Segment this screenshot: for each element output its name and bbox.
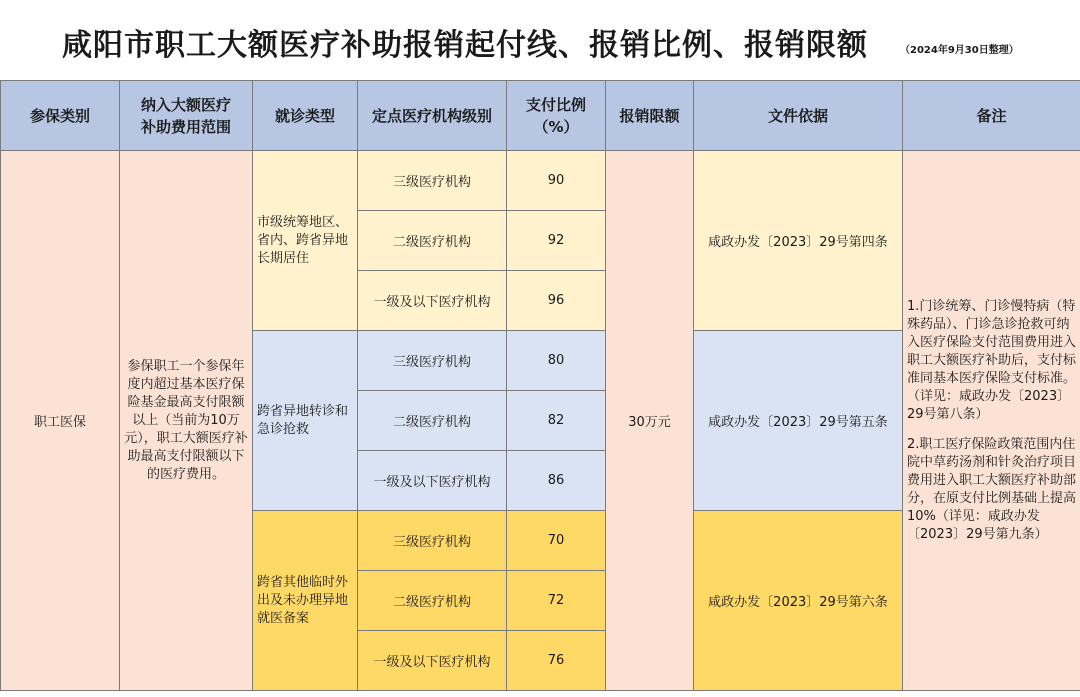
category-cell: 职工医保: [1, 151, 120, 691]
level-cell: 三级医疗机构: [358, 151, 507, 211]
visit-type-cell: 市级统筹地区、省内、跨省异地长期居住: [253, 151, 358, 331]
column-header-remarks: 备注: [903, 81, 1080, 151]
scope-cell: 参保职工一个参保年度内超过基本医疗保险基金最高支付限额以上（当前为10万元），职工大额医疗补助最高支付限额以下的医疗费用。: [120, 151, 253, 691]
remarks-cell: [903, 151, 1080, 691]
column-header-visit-type: 就诊类型: [253, 81, 358, 151]
ratio-cell: 92: [507, 211, 606, 271]
table-row: [1, 151, 1080, 211]
ratio-cell: 70: [507, 511, 606, 571]
column-header-scope-line-2: 补助费用范围: [140, 117, 231, 136]
column-header-ratio: [507, 81, 606, 151]
remark-item: 1.门诊统筹、门诊慢特病（特殊药品）、门诊急诊抢救可纳入医疗保险支付范围费用进入职工大额医疗补助后，支付标准同基本医疗保险支付标准。（详见：咸政办发〔2023〕29号第八条）: [907, 298, 1077, 422]
ratio-cell: 72: [507, 571, 606, 631]
column-header-scope-line-1: 纳入大额医疗: [140, 95, 231, 114]
basis-cell: 咸政办发〔2023〕29号第四条: [694, 151, 903, 331]
level-cell: 一级及以下医疗机构: [358, 631, 507, 691]
visit-type-cell: 跨省异地转诊和急诊抢救: [253, 331, 358, 511]
visit-type-cell: 跨省其他临时外出及未办理异地就医备案: [253, 511, 358, 691]
level-cell: 二级医疗机构: [358, 211, 507, 271]
ratio-cell: 80: [507, 331, 606, 391]
level-cell: 一级及以下医疗机构: [358, 271, 507, 331]
title-bar: [0, 0, 1080, 80]
page-title: 咸阳市职工大额医疗补助报销起付线、报销比例、报销限额: [62, 28, 868, 63]
basis-cell: 咸政办发〔2023〕29号第五条: [694, 331, 903, 511]
column-header-limit: 报销限额: [606, 81, 694, 151]
ratio-cell: 86: [507, 451, 606, 511]
header-row: [1, 81, 1080, 151]
date-note: （2024年9月30日整理）: [900, 45, 1019, 56]
ratio-cell: 76: [507, 631, 606, 691]
level-cell: 二级医疗机构: [358, 391, 507, 451]
column-header-scope: [120, 81, 253, 151]
basis-cell: 咸政办发〔2023〕29号第六条: [694, 511, 903, 691]
column-header-ratio-line-1: 支付比例: [525, 95, 586, 114]
level-cell: 三级医疗机构: [358, 511, 507, 571]
limit-cell: 30万元: [606, 151, 694, 691]
level-cell: 二级医疗机构: [358, 571, 507, 631]
ratio-cell: 90: [507, 151, 606, 211]
reimbursement-table: [0, 80, 1080, 691]
column-header-basis: 文件依据: [694, 81, 903, 151]
remark-item: 2.职工医疗保险政策范围内住院中草药汤剂和针灸治疗项目费用进入职工大额医疗补助部分，在原支付比例基础上提高10%（详见：咸政办发〔2023〕29号第九条）: [907, 436, 1077, 542]
column-header-category: 参保类别: [1, 81, 120, 151]
ratio-cell: 96: [507, 271, 606, 331]
ratio-cell: 82: [507, 391, 606, 451]
level-cell: 三级医疗机构: [358, 331, 507, 391]
column-header-ratio-line-2: （%）: [533, 117, 579, 136]
column-header-institution-level: 定点医疗机构级别: [358, 81, 507, 151]
level-cell: 一级及以下医疗机构: [358, 451, 507, 511]
